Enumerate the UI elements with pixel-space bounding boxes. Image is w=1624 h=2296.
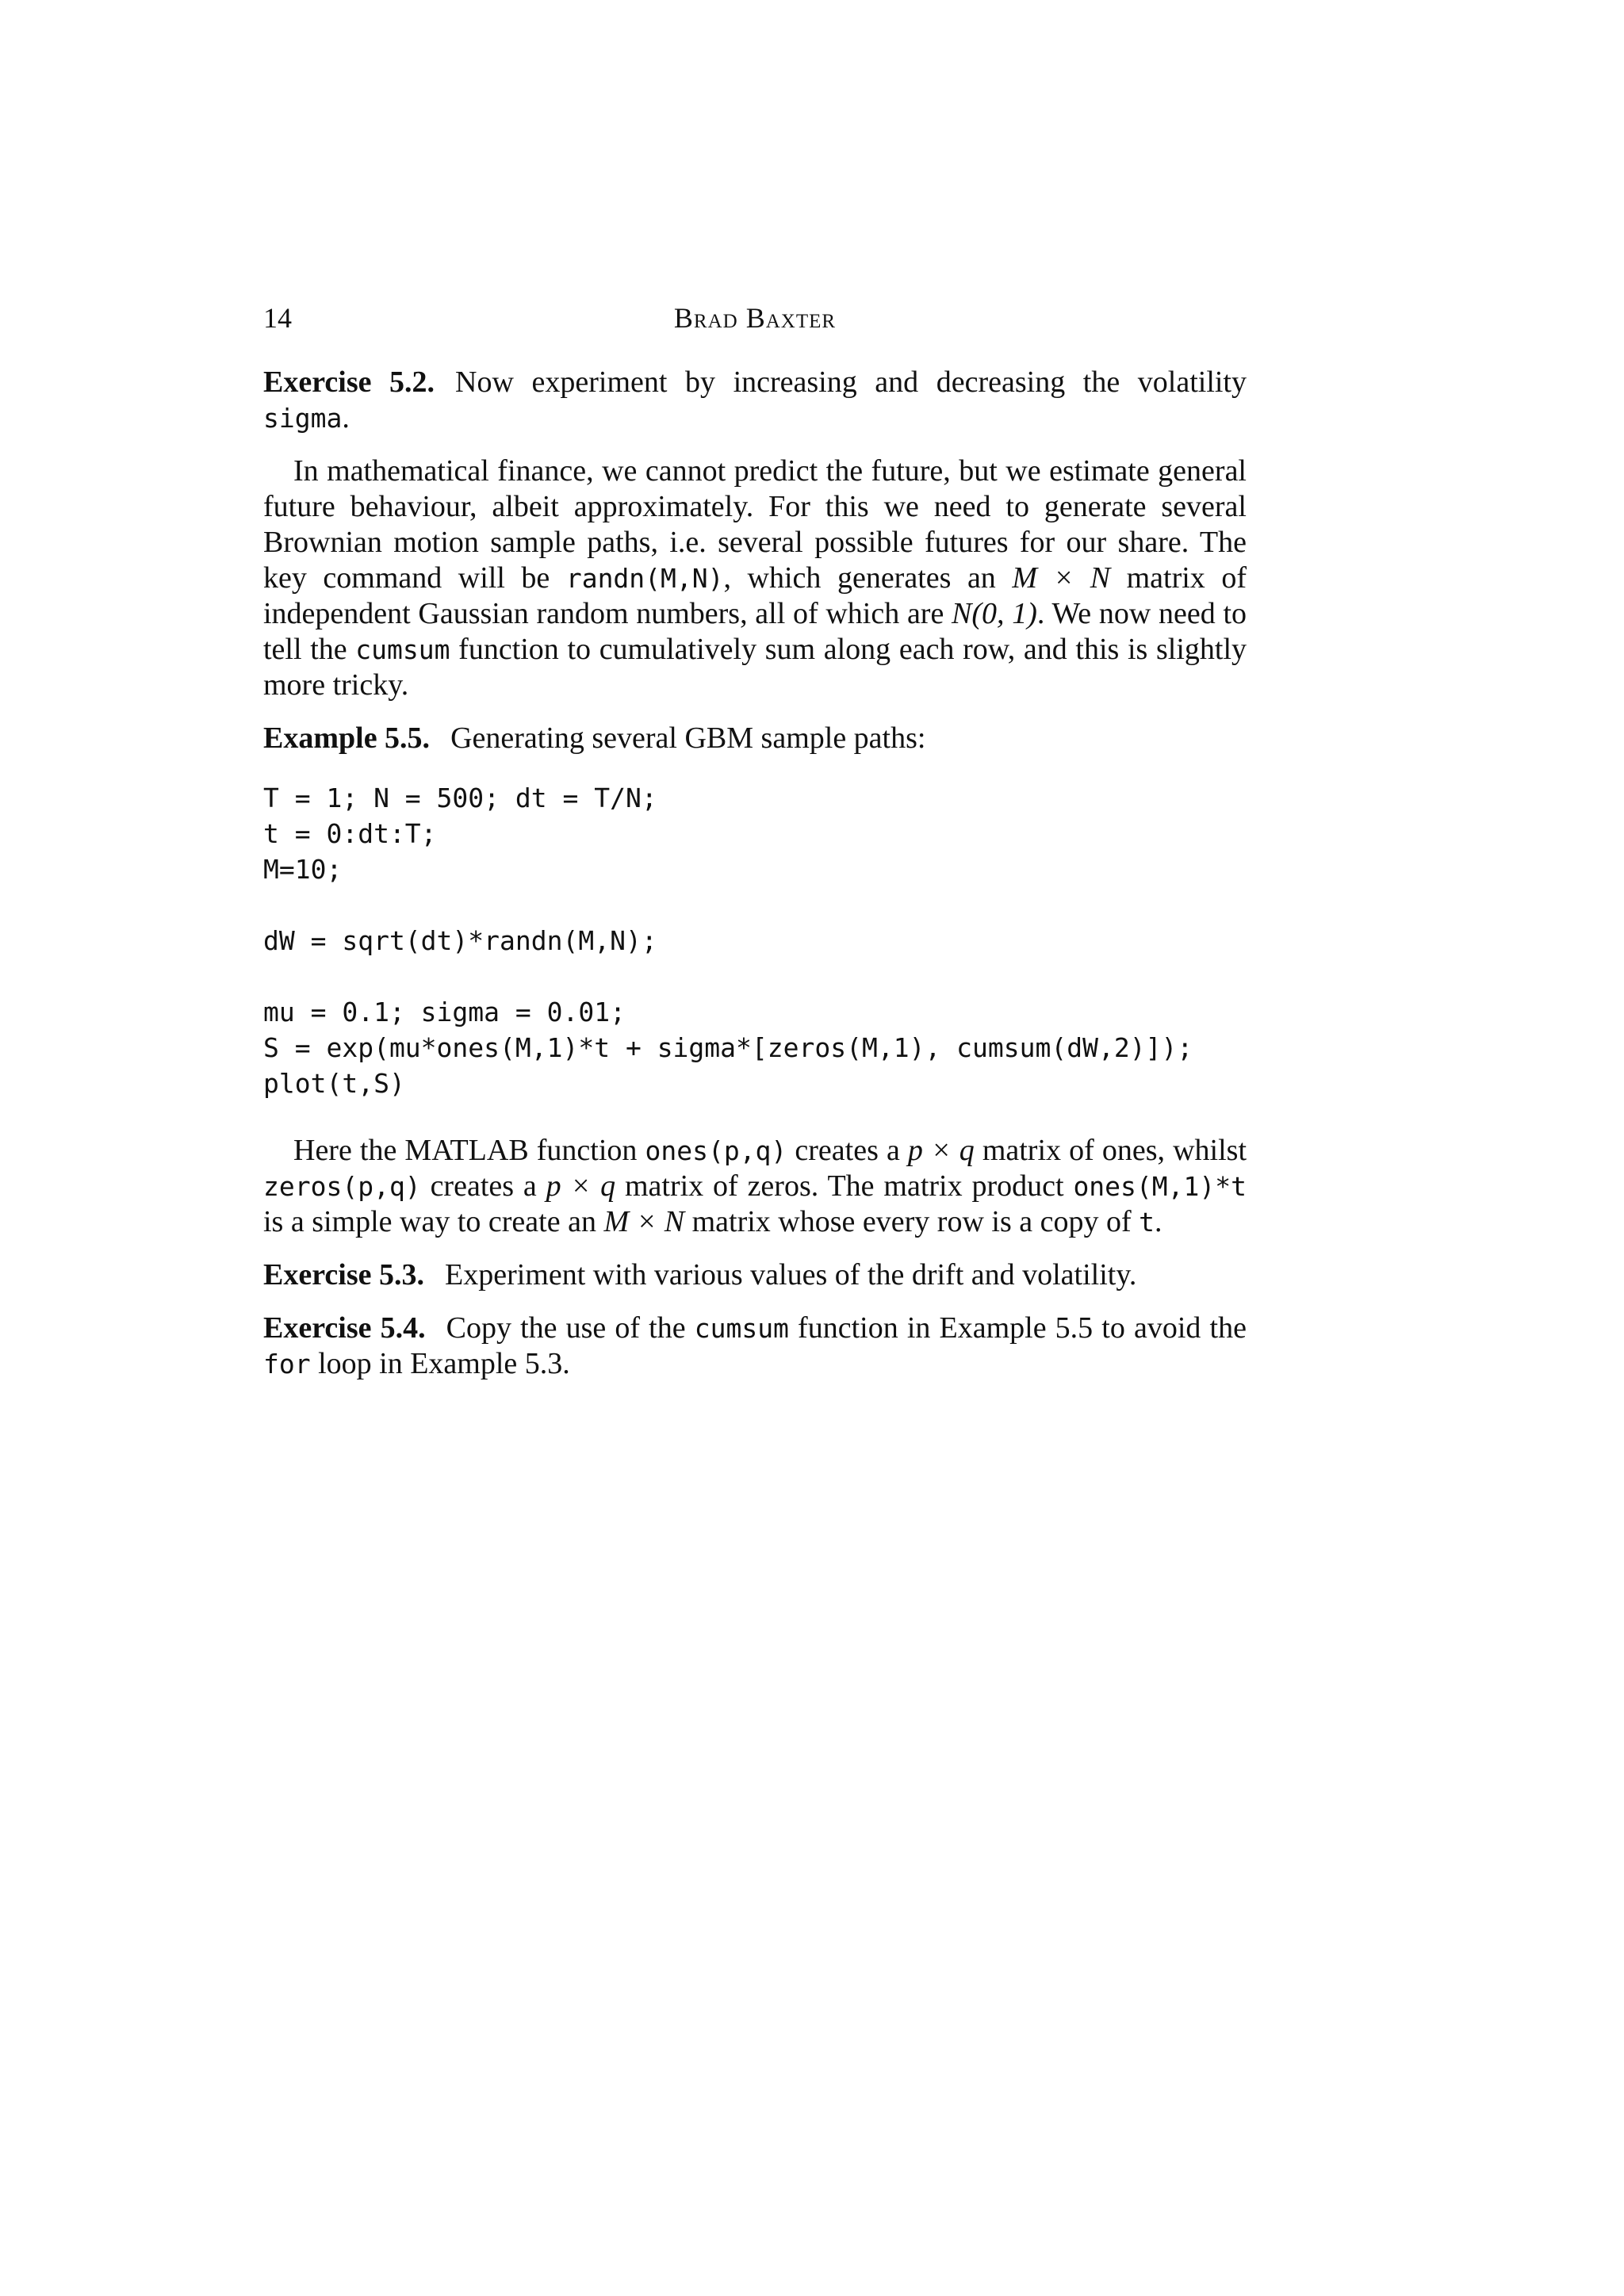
exercise-label: Exercise 5.2.: [263, 365, 435, 399]
paragraph-text: matrix of zeros. The matrix product: [615, 1169, 1074, 1203]
code-line: t = 0:dt:T;: [263, 818, 437, 849]
inline-code: for: [263, 1349, 311, 1380]
exercise-text: Copy the use of the: [446, 1311, 695, 1345]
paragraph-text: creates a: [420, 1169, 546, 1203]
code-line: [263, 959, 1247, 994]
math-expression: p × q: [546, 1169, 616, 1203]
body-paragraph-1: [263, 453, 1247, 703]
math-expression: M × N: [603, 1205, 685, 1238]
paragraph-text: .: [1155, 1205, 1162, 1238]
paragraph-text: . We now need to tell the: [263, 597, 1247, 666]
inline-code: zeros(p,q): [263, 1171, 421, 1202]
exercise-label: Exercise 5.3.: [263, 1258, 424, 1292]
document-page: [263, 301, 1247, 1382]
exercise-5-4: [263, 1311, 1247, 1382]
paragraph-text: , which generates an: [723, 561, 1013, 595]
code-line: mu = 0.1; sigma = 0.01;: [263, 997, 626, 1027]
body-paragraph-2: [263, 1133, 1247, 1240]
exercise-5-3: [263, 1257, 1247, 1293]
inline-code: randn(M,N): [565, 563, 724, 594]
exercise-text: loop in Example 5.3.: [310, 1347, 570, 1380]
code-line: S = exp(mu*ones(M,1)*t + sigma*[zeros(M,1), cumsum(dW,2)]);: [263, 1032, 1193, 1063]
exercise-text: .: [342, 401, 350, 434]
page-number: 14: [263, 302, 292, 334]
exercise-label: Exercise 5.4.: [263, 1311, 426, 1345]
inline-code: t: [1139, 1207, 1155, 1238]
inline-code: cumsum: [694, 1313, 789, 1344]
paragraph-text: In mathematical finance, we cannot predict the future, but we estimate general future behaviour, albeit approximately. For this we need to generate several Brownian motion sample paths, i.e. several possible futures for our share. The key command will be: [263, 454, 1247, 595]
paragraph-text: matrix whose every row is a copy of: [684, 1205, 1139, 1238]
inline-code: ones(p,q): [645, 1135, 787, 1166]
inline-code: ones(M,1)*t: [1073, 1171, 1247, 1202]
code-line: M=10;: [263, 854, 343, 885]
example-text: Generating several GBM sample paths:: [450, 721, 926, 755]
inline-code: sigma: [263, 403, 343, 434]
math-expression: N(0, 1): [952, 597, 1037, 630]
code-line: dW = sqrt(dt)*randn(M,N);: [263, 925, 657, 956]
example-label: Example 5.5.: [263, 721, 431, 755]
exercise-text: Experiment with various values of the drift and volatility.: [444, 1258, 1137, 1292]
paragraph-text: Here the MATLAB function: [293, 1134, 645, 1167]
running-title: Brad Baxter: [673, 302, 837, 334]
code-line: T = 1; N = 500; dt = T/N;: [263, 783, 657, 813]
paragraph-text: matrix of ones, whilst: [974, 1134, 1247, 1167]
code-line: plot(t,S): [263, 1068, 405, 1099]
paragraph-text: is a simple way to create an: [263, 1205, 604, 1238]
inline-code: cumsum: [355, 634, 450, 665]
math-expression: p × q: [907, 1134, 975, 1167]
paragraph-text: matrix of independent Gaussian random numbers, all of which are: [263, 561, 1247, 630]
exercise-5-2: [263, 365, 1247, 436]
paragraph-text: creates a: [787, 1134, 908, 1167]
code-block: [263, 780, 1247, 1101]
running-head: [263, 301, 1247, 349]
exercise-text: function in Example 5.5 to avoid the: [788, 1311, 1247, 1345]
paragraph-text: function to cumulatively sum along each row, and this is slightly more tricky.: [263, 633, 1247, 702]
code-line: [263, 887, 1247, 923]
math-expression: M × N: [1012, 561, 1111, 595]
exercise-text: Now experiment by increasing and decreasing the volatility: [455, 365, 1247, 399]
example-5-5: [263, 721, 1247, 756]
